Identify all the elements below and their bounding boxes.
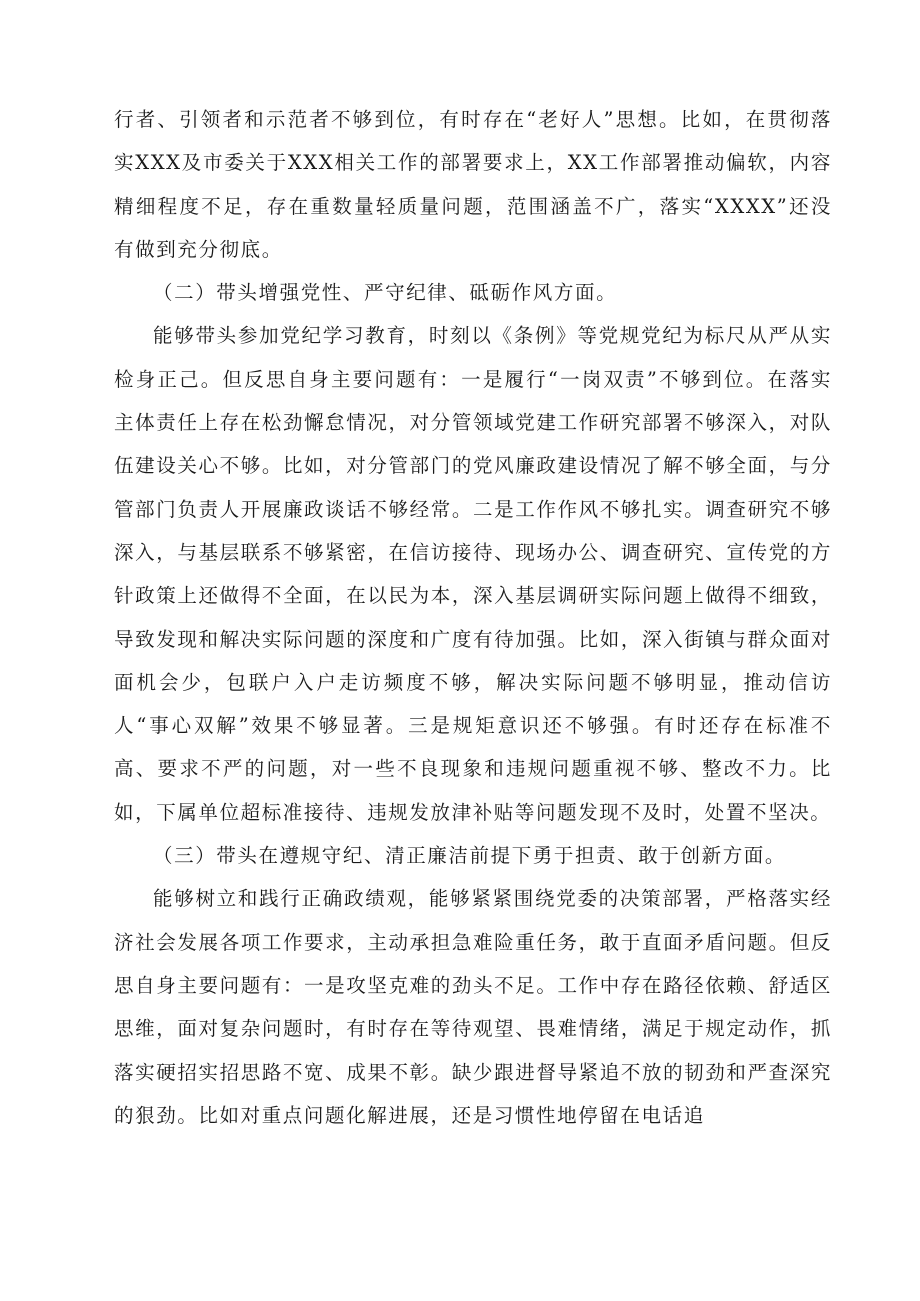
paragraph-section-2-body: 能够带头参加党纪学习教育，时刻以《条例》等党规党纪为标尺从严从实检身正己。但反思自身主要问题有：一是履行“一岗双责”不够到位。在落实主体责任上存在松劲懈怠情况，对分管领域党建工作研究部署不够深入，对队伍建设关心不够。比如，对分管部门的党风廉政建设情况了解不够全面，与分管部门负责人开展廉政谈话不够经常。二是工作作风不够扎实。调查研究不够深入，与基层联系不够紧密，在信访接待、现场办公、调查研究、宣传党的方针政策上还做得不全面，在以民为本，深入基层调研实际问题上做得不细致，导致发现和解决实际问题的深度和广度有待加强。比如，深入街镇与群众面对面机会少，包联户入户走访频度不够，解决实际问题不够明显，推动信访人“事心双解”效果不够显著。三是规矩意识还不够强。有时还存在标准不高、要求不严的问题，对一些不良现象和违规问题重视不够、整改不力。比如，下属单位超标准接待、违规发放津补贴等问题发现不及时，处置不坚决。 xyxy=(114,324,832,824)
section-heading-3: （三）带头在遵规守纪、清正廉洁前提下勇于担责、敢于创新方面。 xyxy=(153,844,787,868)
paragraph-continued: 行者、引领者和示范者不够到位，有时存在“老好人”思想。比如，在贯彻落实XXX及市委关于XXX相关工作的部署要求上，XX工作部署推动偏软，内容精细程度不足，存在重数量轻质量问题，范围涵盖不广，落实“XXXX”还没有做到充分彻底。 xyxy=(114,108,832,261)
section-heading-2: （二）带头增强党性、严守纪律、砥砺作风方面。 xyxy=(153,281,618,305)
paragraph-section-3-body: 能够树立和践行正确政绩观，能够紧紧围绕党委的决策部署，严格落实经济社会发展各项工作要求，主动承担急难险重任务，敢于直面矛盾问题。但反思自身主要问题有：一是攻坚克难的劲头不足。工作中存在路径依赖、舒适区思维，面对复杂问题时，有时存在等待观望、畏难情绪，满足于规定动作，抓落实硬招实招思路不宽、成果不彰。缺少跟进督导紧追不放的韧劲和严查深究的狠劲。比如对重点问题化解进展，还是习惯性地停留在电话追 xyxy=(114,887,832,1127)
